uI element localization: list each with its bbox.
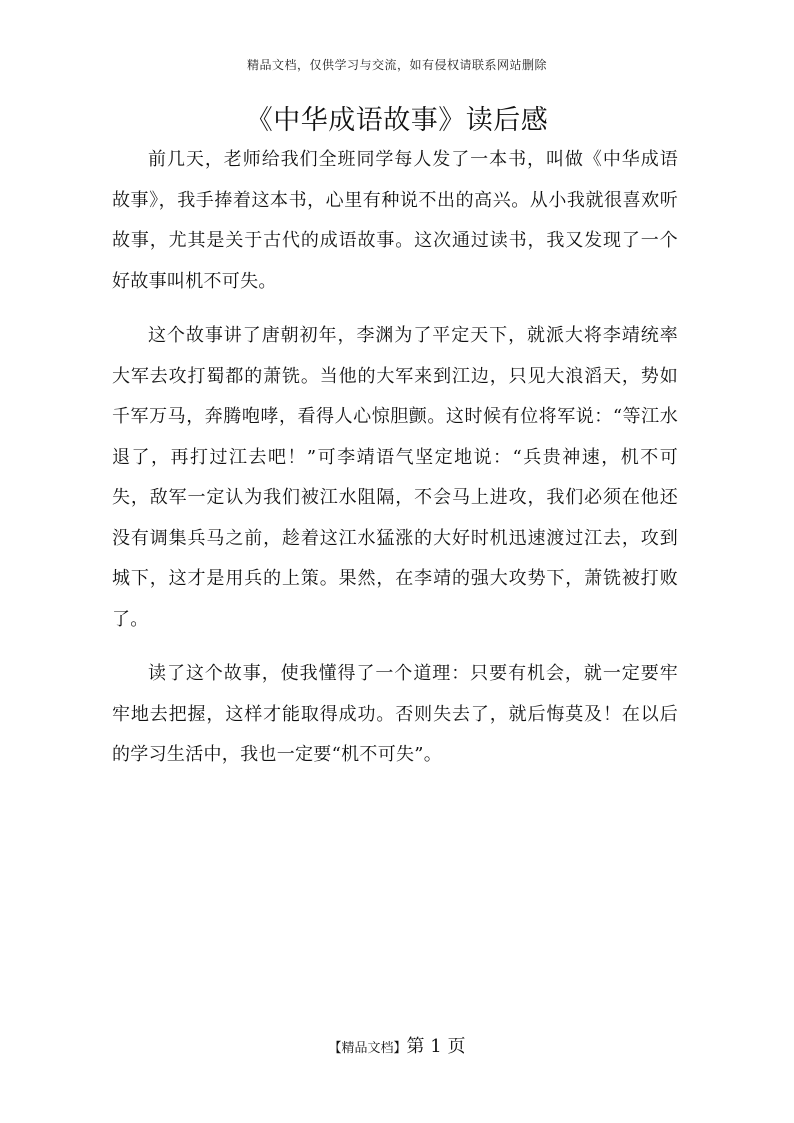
paragraph-1: 前几天，老师给我们全班同学每人发了一本书，叫做《中华成语故事》，我手捧着这本书，心里有种说不出的高兴。从小我就很喜欢听故事，尤其是关于古代的成语故事。这次通过读书，我又发现了一个好故事叫机不可失。 xyxy=(112,149,678,292)
header-disclaimer: 精品文档，仅供学习与交流，如有侵权请联系网站删除 xyxy=(246,58,547,72)
document-body xyxy=(112,140,678,790)
page-number: 1 xyxy=(430,1036,442,1057)
footer-tag: 【精品文档】 xyxy=(328,1041,407,1056)
paragraph-2: 这个故事讲了唐朝初年，李渊为了平定天下，就派大将李靖统率大军去攻打蜀都的萧铣。当他的大军来到江边，只见大浪滔天，势如千军万马，奔腾咆哮，看得人心惊胆颤。这时候有位将军说：“等江水退了，再打过江去吧！”可李靖语气坚定地说：“兵贵神速，机不可失，敌军一定认为我们被江水阻隔，不会马上进攻，我们必须在他还没有调集兵马之前，趁着这江水猛涨的大好时机迅速渡过江去，攻到城下，这才是用兵的上策。果然，在李靖的强大攻势下，萧铣被打败了。 xyxy=(112,325,678,630)
paragraph-3: 读了这个故事，使我懂得了一个道理：只要有机会，就一定要牢牢地去把握，这样才能取得成功。否则失去了，就后悔莫及！在以后的学习生活中，我也一定要“机不可失”。 xyxy=(112,663,678,765)
page-footer xyxy=(0,1032,794,1058)
page-suffix: 页 xyxy=(447,1036,466,1057)
document-title: 《中华成语故事》读后感 xyxy=(245,105,549,136)
page-prefix: 第 xyxy=(406,1036,425,1057)
